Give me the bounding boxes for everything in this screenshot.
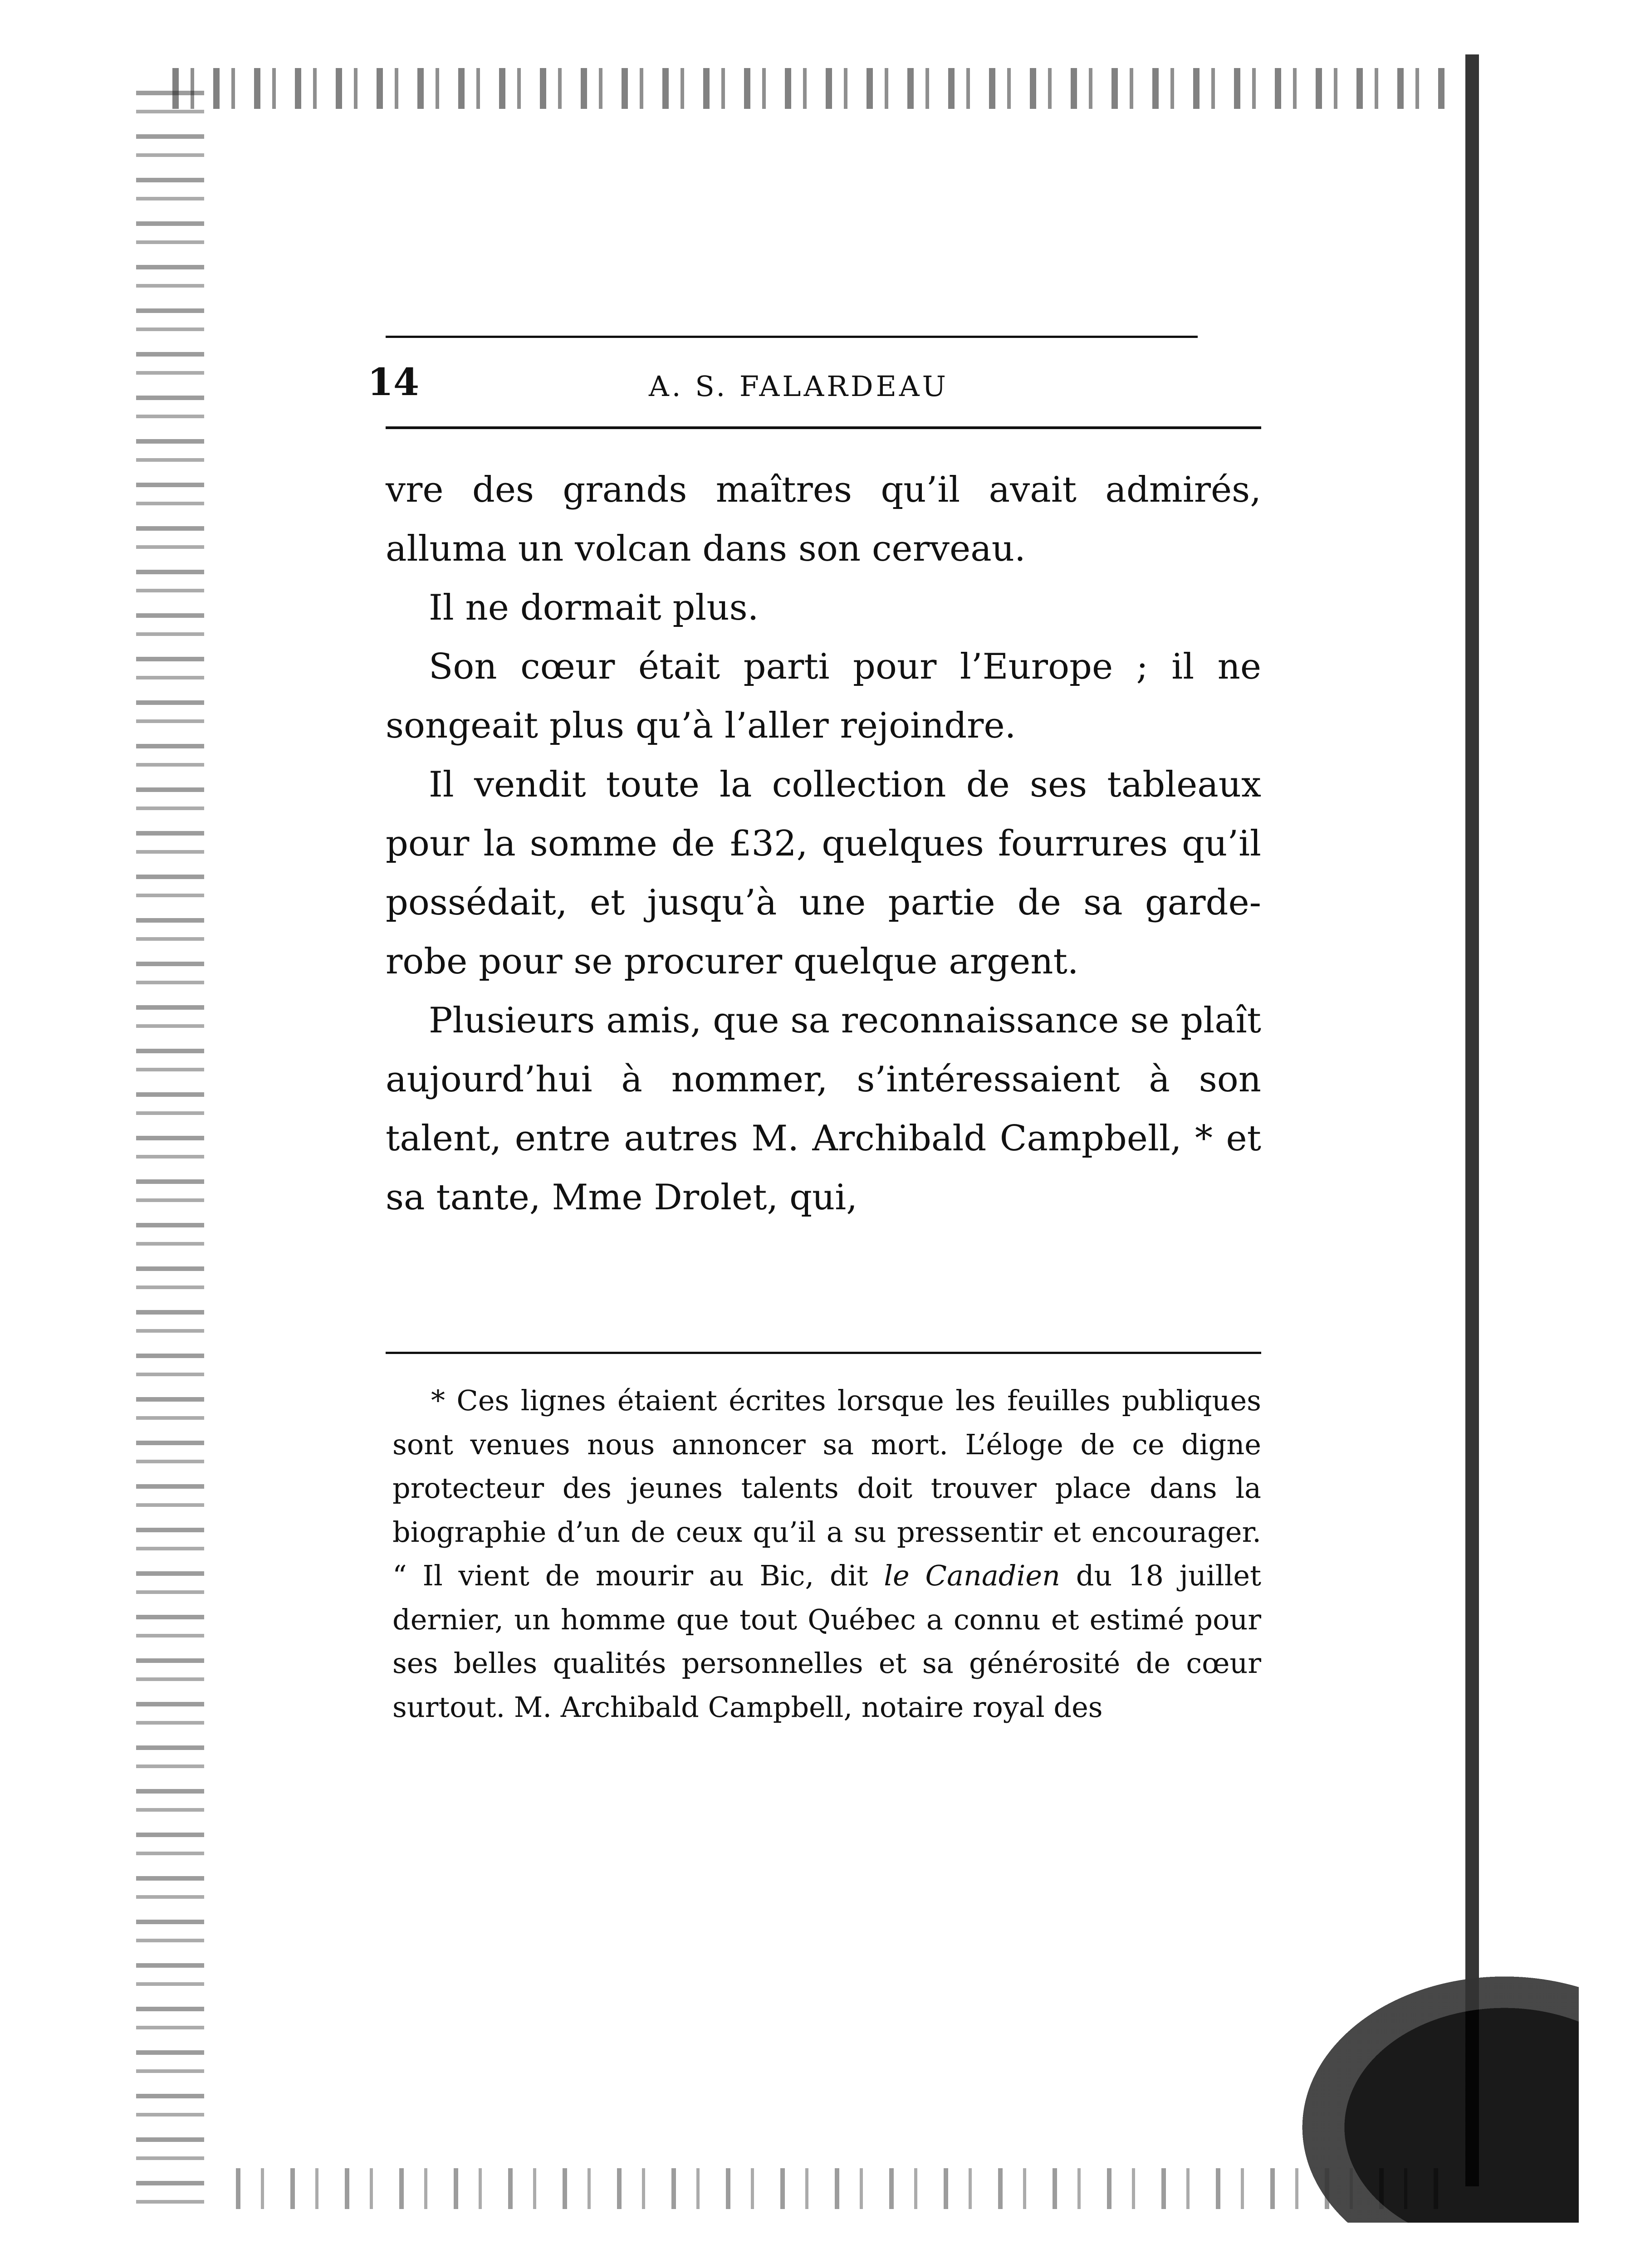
running-head: A. S. FALARDEAU [649,370,949,403]
page-header [367,361,1257,411]
footnote-rule [386,1352,1261,1354]
footnote-newspaper-title: le Canadien [884,1559,1060,1592]
paragraph: Plusieurs amis, que sa reconnaissance se plaît aujourd’hui à nommer, s’intéressaient à son talent, entre autres M. Archibald Campbell, * et sa tante, Mme Drolet, qui, [386,1000,1261,1218]
paragraph: Il ne dormait plus. [429,587,759,628]
footnote-text: du 18 juillet dernier, un homme que tout Québec a connu et estimé pour ses belles qualités personnelles et sa générosité de cœur surtout. M. Archibald Campbell, notaire royal des [392,1559,1262,1724]
header-rule-bottom [386,426,1261,429]
footnote-text: * Ces lignes étaient écrites lorsque les feuilles publiques sont venues nous annoncer sa mort. L’éloge de ce digne protecteur des jeunes talents doit trouver place dans la biographie d’un de ceux qu’il a su pressentir et encourager. “ Il vient de mourir au Bic, dit [392,1384,1261,1592]
header-rule-top [386,336,1198,338]
page-number: 14 [367,361,420,404]
footnote [392,1379,1261,1729]
book-binding-shadow [1447,54,1515,2186]
footnote-paragraph [392,1379,1261,1729]
binding-damage [1207,1905,1579,2223]
scan-edge-left [136,91,204,2223]
scan-edge-top [172,68,1452,109]
paragraph: Il vendit toute la collection de ses tableaux pour la somme de £32, quelques fourrures qu’il possédait, et jusqu’à une partie de sa garde-robe pour se procurer quelque argent. [386,764,1261,982]
body-text [386,460,1261,1227]
paragraph: vre des grands maîtres qu’il avait admirés, alluma un volcan dans son cerveau. [386,469,1261,569]
paragraph: Son cœur était parti pour l’Europe ; il ne songeait plus qu’à l’aller rejoindre. [386,646,1261,746]
